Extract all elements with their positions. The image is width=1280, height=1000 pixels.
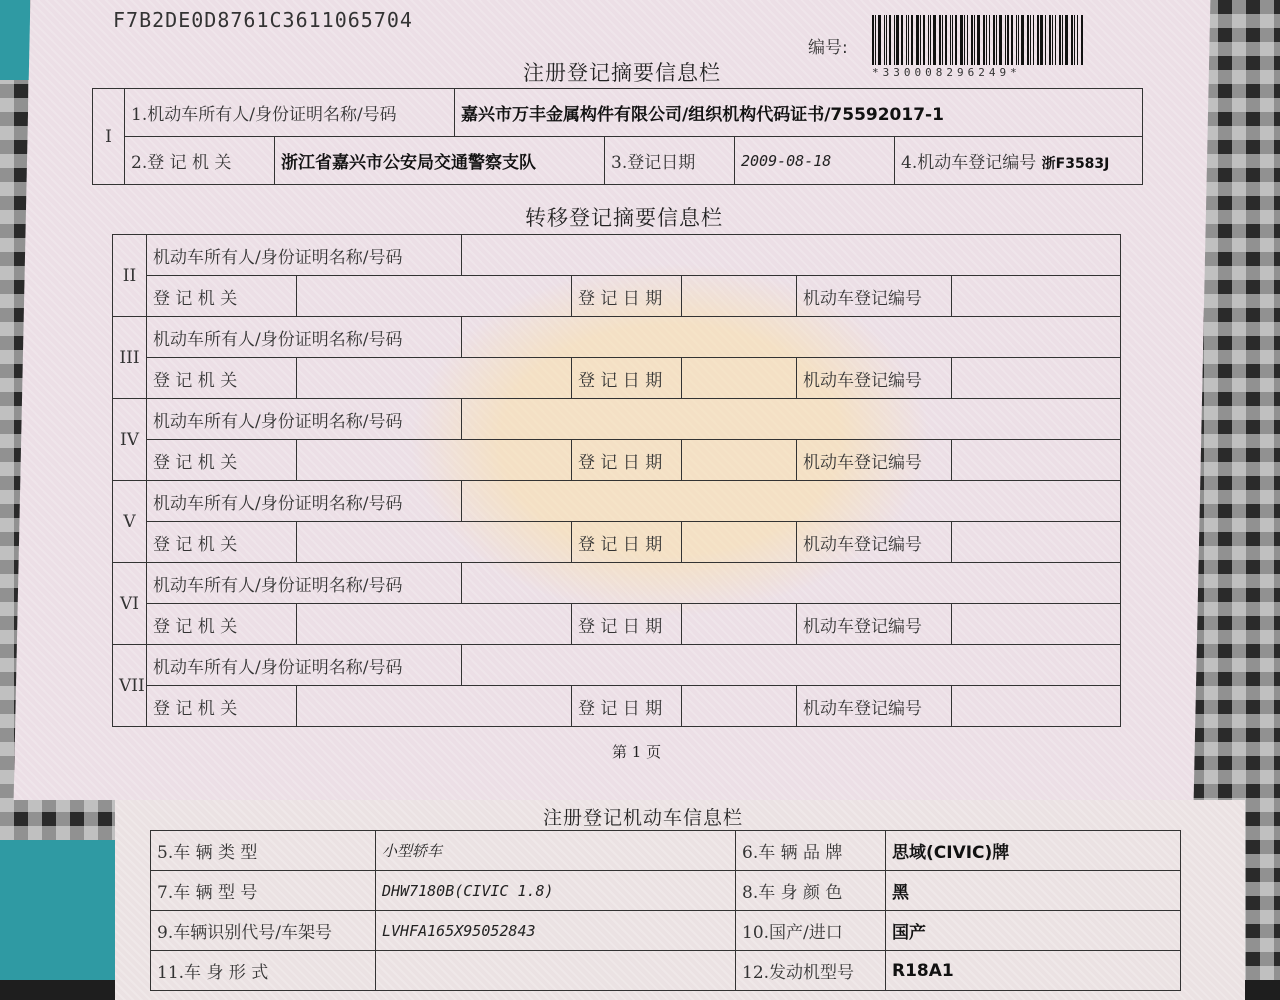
transfer-owner-label: 机动车所有人/身份证明名称/号码	[147, 481, 462, 522]
transfer-owner-value	[462, 645, 1121, 686]
barcode-bar	[955, 15, 957, 65]
roman-numeral: III	[113, 317, 147, 399]
barcode-bar	[1071, 15, 1073, 65]
transfer-authority-value	[297, 276, 572, 317]
transfer-date-label: 登 记 日 期	[572, 440, 682, 481]
transfer-summary-table	[112, 234, 1121, 727]
transfer-regno-label: 机动车登记编号	[797, 440, 952, 481]
transfer-date-label: 登 记 日 期	[572, 276, 682, 317]
barcode-bar	[986, 15, 987, 65]
transfer-regno-value	[952, 358, 1121, 399]
barcode-bar	[996, 15, 997, 65]
section3-title: 注册登记机动车信息栏	[543, 807, 744, 829]
barcode-bar	[916, 15, 919, 65]
barcode-bar	[920, 15, 921, 65]
authority-value: 浙江省嘉兴市公安局交通警察支队	[275, 137, 605, 185]
date-label: 3.登记日期	[605, 137, 735, 185]
transfer-row	[113, 317, 1121, 358]
barcode-bar	[1081, 15, 1083, 65]
transfer-regno-value	[952, 522, 1121, 563]
barcode-bar	[906, 15, 907, 65]
vehicle-label: 6.车 辆 品 牌	[736, 831, 886, 871]
transfer-row	[113, 235, 1121, 276]
transfer-regno-value	[952, 276, 1121, 317]
owner-label: 1.机动车所有人/身份证明名称/号码	[125, 89, 455, 137]
barcode-bar	[911, 15, 913, 65]
barcode-bar	[950, 15, 951, 65]
transfer-owner-label: 机动车所有人/身份证明名称/号码	[147, 645, 462, 686]
date-value: 2009-08-18	[735, 137, 895, 185]
vehicle-value: LVHFA165X95052843	[376, 911, 736, 951]
barcode-bar	[971, 15, 973, 65]
transfer-date-value	[682, 686, 797, 727]
transfer-date-value	[682, 440, 797, 481]
vehicle-label: 11.车 身 形 式	[151, 951, 376, 991]
transfer-authority-value	[297, 522, 572, 563]
transfer-owner-label: 机动车所有人/身份证明名称/号码	[147, 235, 462, 276]
transfer-row	[113, 481, 1121, 522]
transfer-owner-label: 机动车所有人/身份证明名称/号码	[147, 563, 462, 604]
registration-summary-table	[92, 88, 1143, 185]
transfer-date-label: 登 记 日 期	[572, 522, 682, 563]
transfer-row	[113, 563, 1121, 604]
barcode-bar	[1005, 15, 1006, 65]
transfer-owner-value	[462, 317, 1121, 358]
transfer-date-value	[682, 522, 797, 563]
barcode-bar	[1016, 15, 1017, 65]
barcode-bar	[939, 15, 941, 65]
vehicle-label: 7.车 辆 型 号	[151, 871, 376, 911]
section2-title: 转移登记摘要信息栏	[525, 206, 723, 230]
roman-numeral: I	[93, 89, 125, 185]
barcode-bar	[1059, 15, 1061, 65]
transfer-authority-value	[297, 604, 572, 645]
vehicle-label: 8.车 身 颜 色	[736, 871, 886, 911]
barcode-bar	[1018, 15, 1019, 65]
transfer-authority-label: 登 记 机 关	[147, 604, 297, 645]
barcode-number: *330008296249*	[872, 66, 1021, 79]
regno-cell: 4.机动车登记编号 浙F3583J	[895, 137, 1143, 185]
transfer-row	[113, 686, 1121, 727]
transfer-regno-value	[952, 686, 1121, 727]
vehicle-row	[151, 871, 1181, 911]
vehicle-label: 5.车 辆 类 型	[151, 831, 376, 871]
teal-object	[0, 0, 30, 80]
transfer-authority-label: 登 记 机 关	[147, 686, 297, 727]
transfer-authority-label: 登 记 机 关	[147, 522, 297, 563]
barcode-bar	[884, 15, 885, 65]
section1-title: 注册登记摘要信息栏	[523, 61, 721, 85]
transfer-owner-value	[462, 563, 1121, 604]
barcode-bar	[930, 15, 931, 65]
transfer-regno-label: 机动车登记编号	[797, 604, 952, 645]
vehicle-value: DHW7180B(CIVIC 1.8)	[376, 871, 736, 911]
vehicle-row	[151, 911, 1181, 951]
transfer-row	[113, 645, 1121, 686]
vehicle-value: 思域(CIVIC)牌	[886, 831, 1181, 871]
vehicle-row	[151, 951, 1181, 991]
transfer-regno-label: 机动车登记编号	[797, 522, 952, 563]
barcode-bar	[1052, 15, 1053, 65]
barcode-bar	[928, 15, 929, 65]
vehicle-value: 小型轿车	[376, 831, 736, 871]
barcode-bar	[1007, 15, 1009, 65]
barcode-bar	[977, 15, 980, 65]
barcode-bar	[1062, 15, 1063, 65]
transfer-authority-value	[297, 686, 572, 727]
transfer-row	[113, 399, 1121, 440]
barcode-bar	[1030, 15, 1031, 65]
barcode-bar	[894, 15, 895, 65]
barcode-bar	[1065, 15, 1068, 65]
barcode-bar	[952, 15, 953, 65]
vehicle-info-table	[150, 830, 1181, 991]
transfer-regno-label: 机动车登记编号	[797, 358, 952, 399]
barcode-bar	[933, 15, 936, 65]
transfer-date-label: 登 记 日 期	[572, 358, 682, 399]
owner-value: 嘉兴市万丰金属构件有限公司/组织机构代码证书/75592017-1	[455, 89, 1143, 137]
transfer-authority-value	[297, 440, 572, 481]
barcode-bar	[989, 15, 990, 65]
barcode-bar	[878, 15, 881, 65]
vehicle-value: R18A1	[886, 951, 1181, 991]
transfer-row	[113, 276, 1121, 317]
barcode-bar	[923, 15, 925, 65]
transfer-regno-value	[952, 604, 1121, 645]
transfer-row	[113, 440, 1121, 481]
transfer-date-value	[682, 358, 797, 399]
roman-numeral: V	[113, 481, 147, 563]
barcode-bar	[889, 15, 891, 65]
barcode-bar	[1045, 15, 1046, 65]
barcode-bar	[993, 15, 995, 65]
barcode-bar	[1055, 15, 1056, 65]
transfer-row	[113, 358, 1121, 399]
transfer-owner-value	[462, 481, 1121, 522]
transfer-owner-label: 机动车所有人/身份证明名称/号码	[147, 399, 462, 440]
vehicle-label: 12.发动机型号	[736, 951, 886, 991]
transfer-owner-label: 机动车所有人/身份证明名称/号码	[147, 317, 462, 358]
transfer-regno-label: 机动车登记编号	[797, 276, 952, 317]
transfer-authority-label: 登 记 机 关	[147, 440, 297, 481]
transfer-row	[113, 604, 1121, 645]
barcode-bar	[886, 15, 887, 65]
barcode-bar	[974, 15, 975, 65]
barcode-bar	[1074, 15, 1075, 65]
vehicle-label: 9.车辆识别代号/车架号	[151, 911, 376, 951]
vehicle-value: 国产	[886, 911, 1181, 951]
transfer-date-value	[682, 604, 797, 645]
barcode-bar	[1040, 15, 1043, 65]
vehicle-value	[376, 951, 736, 991]
barcode-bar	[964, 15, 965, 65]
barcode-bar	[1077, 15, 1078, 65]
barcode-bar	[960, 15, 963, 65]
authority-label: 2.登 记 机 关	[125, 137, 275, 185]
transfer-authority-label: 登 记 机 关	[147, 358, 297, 399]
barcode-bar	[901, 15, 903, 65]
transfer-date-value	[682, 276, 797, 317]
vehicle-value: 黑	[886, 871, 1181, 911]
barcode-bar	[942, 15, 943, 65]
vehicle-label: 10.国产/进口	[736, 911, 886, 951]
barcode-label: 编号:	[808, 38, 848, 58]
transfer-owner-value	[462, 399, 1121, 440]
transfer-authority-label: 登 记 机 关	[147, 276, 297, 317]
teal-object	[0, 840, 130, 980]
transfer-regno-value	[952, 440, 1121, 481]
barcode-bar	[983, 15, 985, 65]
barcode-bar	[896, 15, 899, 65]
transfer-owner-value	[462, 235, 1121, 276]
barcode-bar	[1037, 15, 1039, 65]
barcode-bar	[1027, 15, 1029, 65]
transfer-date-label: 登 记 日 期	[572, 604, 682, 645]
barcode-bar	[1033, 15, 1034, 65]
barcode-bar	[1021, 15, 1024, 65]
transfer-row	[113, 522, 1121, 563]
transfer-date-label: 登 记 日 期	[572, 686, 682, 727]
roman-numeral: VI	[113, 563, 147, 645]
barcode-bar	[967, 15, 968, 65]
barcode	[872, 15, 1152, 65]
roman-numeral: VII	[113, 645, 147, 727]
barcode-bar	[999, 15, 1002, 65]
barcode-bar	[945, 15, 947, 65]
roman-numeral: IV	[113, 399, 147, 481]
transfer-authority-value	[297, 358, 572, 399]
serial-number: F7B2DE0D8761C3611065704	[113, 8, 413, 32]
page-number: 第 1 页	[612, 743, 662, 761]
barcode-bar	[1049, 15, 1051, 65]
transfer-regno-label: 机动车登记编号	[797, 686, 952, 727]
vehicle-row	[151, 831, 1181, 871]
roman-numeral: II	[113, 235, 147, 317]
barcode-bar	[908, 15, 909, 65]
barcode-bar	[875, 15, 876, 65]
barcode-bar	[1011, 15, 1013, 65]
barcode-bar	[872, 15, 874, 65]
